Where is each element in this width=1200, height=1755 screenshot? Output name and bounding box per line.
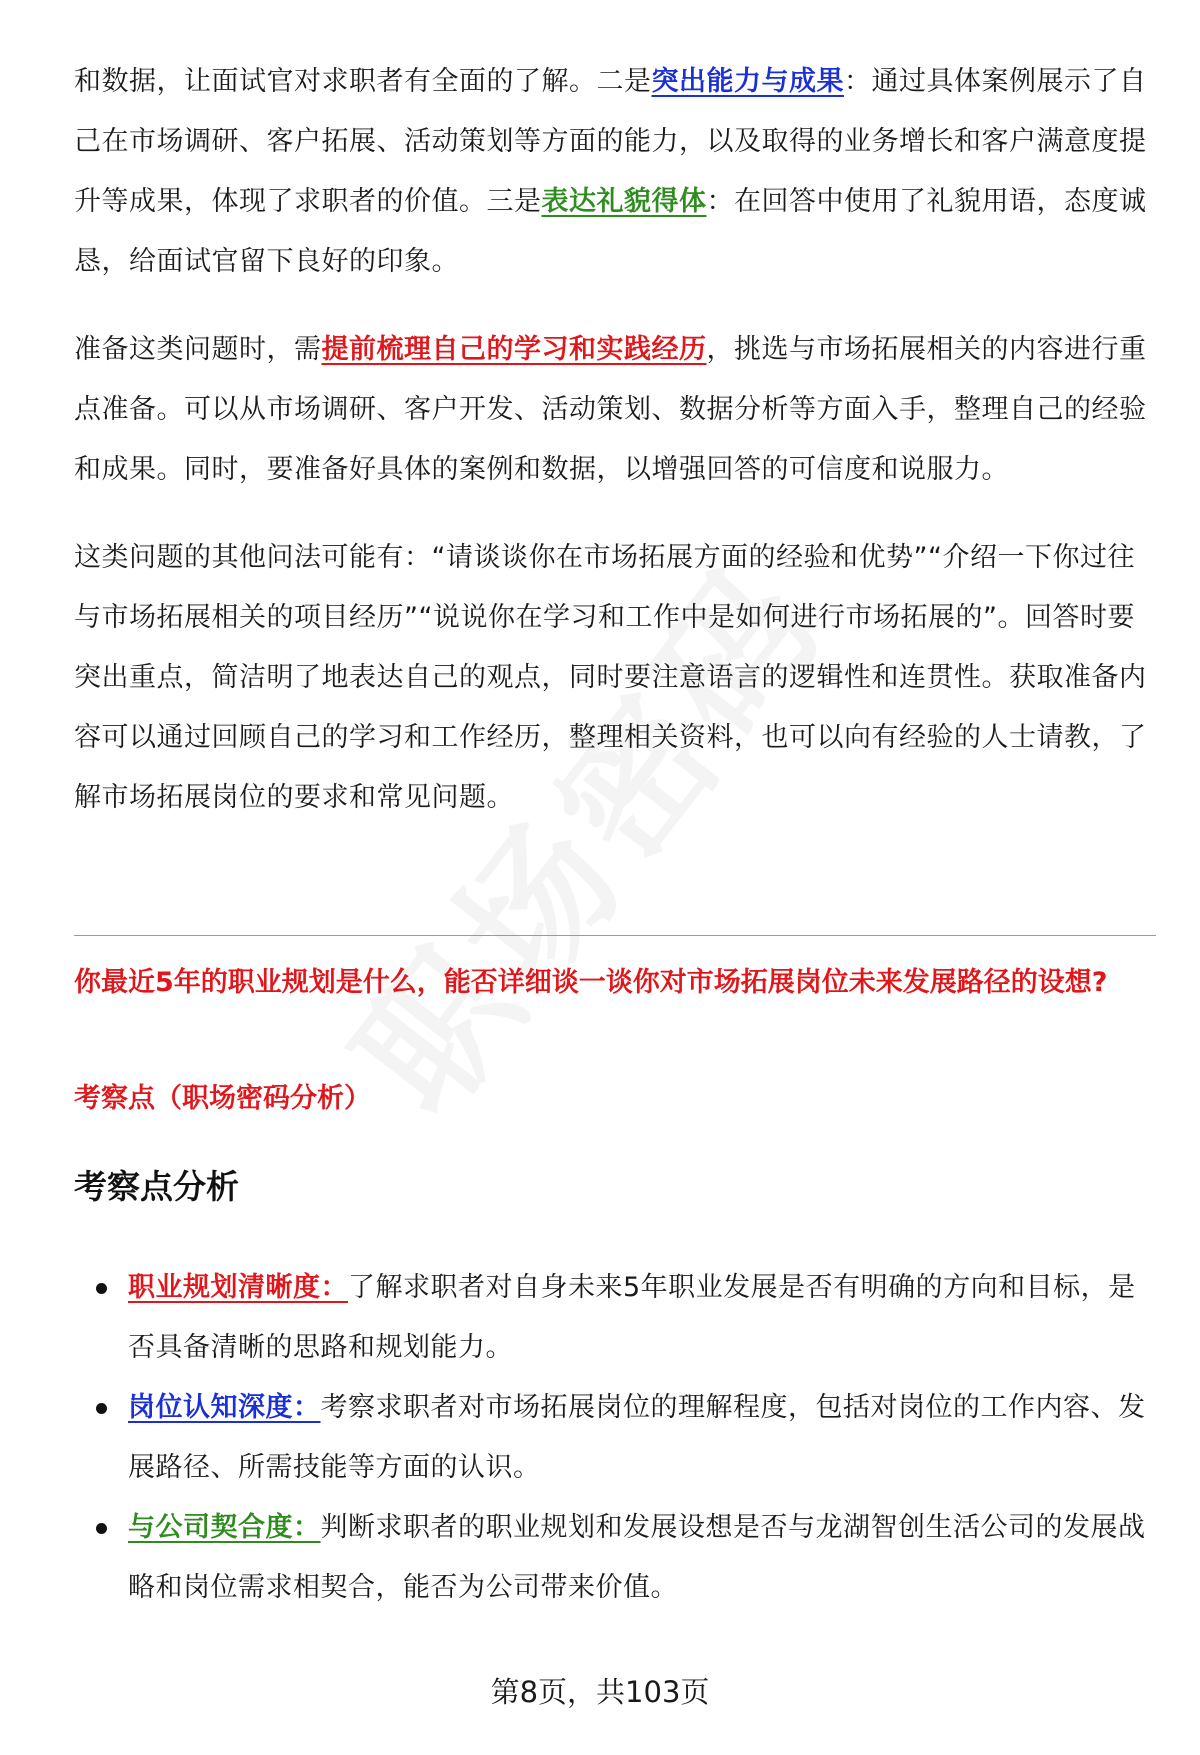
list-item: [74, 1378, 1156, 1498]
paragraph-text: ：在回答中使用了礼貌用语，态度诚恳，给面试官留下良好的印象。: [74, 186, 1147, 277]
paragraph-text: 和数据，让面试官对求职者有全面的了解。二是: [74, 66, 652, 97]
list-item: [74, 1258, 1156, 1378]
paragraph-text: 准备这类问题时，需: [74, 334, 322, 365]
highlight-polite-expression: 表达礼貌得体: [541, 186, 707, 217]
paragraph-text: ，挑选与市场拓展相关的内容进行重点准备。可以从市场调研、客户开发、活动策划、数据分析等方面入手，整理自己的经验和成果。同时，要准备好具体的案例和数据，以增强回答的可信度和说服力。: [74, 334, 1147, 485]
paragraph-2: [74, 320, 1156, 500]
interview-question: 你最近5年的职业规划是什么，能否详细谈一谈你对市场拓展岗位未来发展路径的设想?: [74, 967, 1108, 998]
highlight-review-experience: 提前梳理自己的学习和实践经历: [321, 334, 707, 365]
bullet-icon: [96, 1283, 107, 1294]
bullet-label: 与公司契合度：: [128, 1512, 321, 1543]
bullet-text: 判断求职者的职业规划和发展设想是否与龙湖智创生活公司的发展战略和岗位需求相契合，能否为公司带来价值。: [128, 1512, 1146, 1603]
exam-point-label: 考察点（职场密码分析）: [74, 1083, 371, 1114]
list-item: [74, 1498, 1156, 1618]
bullet-icon: [96, 1403, 107, 1414]
bullet-text: 考察求职者对市场拓展岗位的理解程度，包括对岗位的工作内容、发展路径、所需技能等方面的认识。: [128, 1392, 1146, 1483]
highlight-ability-results: 突出能力与成果: [651, 66, 844, 97]
body-text: [74, 52, 1156, 828]
page-number: 第8页，共103页: [490, 1675, 710, 1709]
paragraph-1: [74, 52, 1156, 292]
bullet-label: 岗位认知深度：: [128, 1392, 321, 1423]
paragraph-3: [74, 528, 1156, 828]
bullet-label: 职业规划清晰度：: [128, 1272, 348, 1303]
analysis-list: [74, 1258, 1156, 1618]
bullet-text: 了解求职者对自身未来5年职业发展是否有明确的方向和目标，是否具备清晰的思路和规划能力。: [128, 1272, 1136, 1363]
bullet-icon: [96, 1523, 107, 1534]
section-divider: [74, 935, 1156, 936]
paragraph-text: 这类问题的其他问法可能有：“请谈谈你在市场拓展方面的经验和优势”“介绍一下你过往与市场拓展相关的项目经历”“说说你在学习和工作中是如何进行市场拓展的”。回答时要突出重点，简洁明了地表达自己的观点，同时要注意语言的逻辑性和连贯性。获取准备内容可以通过回顾自己的学习和工作经历，整理相关资料，也可以向有经验的人士请教，了解市场拓展岗位的要求和常见问题。: [74, 542, 1147, 813]
section-heading: 考察点分析: [74, 1167, 239, 1206]
paragraph-text: ：通过具体案例展示了自己在市场调研、客户拓展、活动策划等方面的能力，以及取得的业务增长和客户满意度提升等成果，体现了求职者的价值。三是: [74, 66, 1147, 217]
